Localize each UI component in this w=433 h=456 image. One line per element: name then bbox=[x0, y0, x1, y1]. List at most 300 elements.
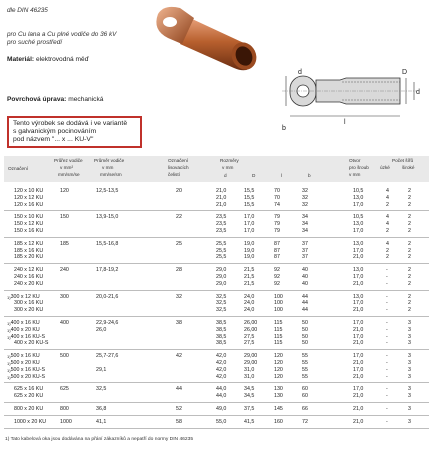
cell-wide: 2 bbox=[408, 201, 411, 208]
cell-narrow: 2 bbox=[386, 228, 389, 234]
cell-D: 27,5 bbox=[244, 340, 255, 347]
cell-d: 25,5 bbox=[216, 247, 227, 254]
cell-wide: 3 bbox=[408, 406, 411, 412]
header-rozmery-1: Rozměry bbox=[220, 158, 239, 163]
cell-section: 120 bbox=[60, 188, 69, 194]
designation-text: 300 x 12 KU bbox=[10, 293, 40, 300]
cell-wide: 2 bbox=[408, 240, 411, 247]
cell-l: 100 bbox=[274, 300, 283, 307]
header-otvor-2: pro šroub bbox=[349, 165, 369, 170]
cell-d: 21,0 bbox=[216, 201, 227, 208]
cell-wide: 3 bbox=[408, 333, 411, 340]
cell-b: 37 bbox=[302, 240, 308, 247]
designation-text: 120 x 16 KU bbox=[14, 201, 44, 208]
description-line-2: pro suché prostředí bbox=[7, 39, 63, 46]
cell-wide: 2 bbox=[408, 221, 411, 228]
cell-D: 37,5 bbox=[244, 406, 255, 412]
cell-narrow: 2 bbox=[386, 201, 389, 208]
footnote-marker: 1) bbox=[7, 354, 11, 360]
notice-line-1: Tento výrobek se dodává i ve variantě bbox=[13, 120, 128, 127]
cell-narrow: - bbox=[386, 366, 388, 373]
designation-text: 150 x 12 KU bbox=[14, 221, 44, 228]
cell-wide: 2 bbox=[408, 300, 411, 307]
cell-D: 29,00 bbox=[244, 360, 258, 366]
cell-b: 40 bbox=[302, 267, 308, 274]
cell-b: 72 bbox=[302, 418, 308, 425]
cell-b: 50 bbox=[302, 333, 308, 340]
d-dimension-label: d bbox=[298, 69, 302, 76]
cell-wide: 3 bbox=[408, 320, 411, 326]
material-value: elektrovodná měď bbox=[35, 56, 89, 63]
cell-diam: 36,8 bbox=[96, 406, 107, 412]
cell-l: 79 bbox=[274, 214, 280, 221]
cell-diam: 20,0-21,6 bbox=[96, 293, 119, 300]
cell-designation bbox=[14, 340, 48, 347]
cell-narrow: - bbox=[386, 274, 388, 280]
cell-l: 120 bbox=[274, 360, 283, 366]
cell-narrow: - bbox=[386, 280, 388, 287]
header-pocet-uzke: úzké bbox=[380, 165, 390, 170]
header-prumer-1: Průměr vodiče bbox=[94, 158, 125, 163]
cell-D: 17,0 bbox=[244, 221, 255, 228]
cell-b: 34 bbox=[302, 214, 308, 221]
cell-diam: 26,0 bbox=[96, 326, 107, 333]
dimension-drawing bbox=[282, 66, 427, 150]
cell-wide: 3 bbox=[408, 353, 411, 360]
cell-wide: 2 bbox=[408, 293, 411, 300]
footnote-marker: 1) bbox=[7, 361, 11, 366]
cell-l: 92 bbox=[274, 274, 280, 280]
cell-narrow: - bbox=[386, 307, 388, 314]
cell-l: 145 bbox=[274, 406, 283, 412]
cell-diam: 22,9-24,6 bbox=[96, 320, 119, 326]
cell-section: 240 bbox=[60, 267, 69, 274]
designation-text: 800 x 20 KU bbox=[14, 406, 44, 412]
header-rozmery-2: v mm bbox=[222, 165, 234, 170]
header-pocet-siroke: široké bbox=[402, 165, 415, 170]
cell-d: 29,0 bbox=[216, 267, 227, 274]
cell-hole: 21,0 bbox=[353, 307, 364, 314]
cell-die: 20 bbox=[176, 188, 182, 194]
cell-l: 70 bbox=[274, 188, 280, 194]
table-row bbox=[4, 202, 429, 209]
cell-wide: 3 bbox=[408, 360, 411, 366]
group-divider bbox=[4, 237, 429, 238]
designation-text: 625 x 20 KU bbox=[14, 393, 44, 400]
variant-notice-box bbox=[7, 116, 142, 148]
table-row bbox=[4, 374, 429, 381]
cell-D: 26,00 bbox=[244, 320, 258, 326]
cell-wide: 2 bbox=[408, 254, 411, 261]
cell-die: 28 bbox=[176, 267, 182, 274]
cell-section: 800 bbox=[60, 406, 69, 412]
cell-hole: 17,0 bbox=[353, 320, 364, 326]
designation-text: 400 x 16 KU-S bbox=[10, 333, 46, 340]
designation-text: 150 x 16 KU bbox=[14, 228, 44, 234]
cell-narrow: - bbox=[386, 406, 388, 412]
cell-d: 29,0 bbox=[216, 274, 227, 280]
cell-hole: 17,0 bbox=[353, 201, 364, 208]
cell-D: 15,5 bbox=[244, 188, 255, 194]
header-otvor-3: v mm bbox=[349, 172, 361, 177]
cell-wide: 2 bbox=[408, 228, 411, 234]
standard-label: dle DIN 46235 bbox=[7, 7, 48, 14]
cell-designation bbox=[14, 393, 43, 400]
cell-wide: 3 bbox=[408, 366, 411, 373]
table-row bbox=[4, 228, 429, 235]
cell-hole: 21,0 bbox=[353, 254, 364, 261]
cell-designation bbox=[14, 406, 43, 413]
cell-narrow: - bbox=[386, 267, 388, 274]
cell-section: 500 bbox=[60, 353, 69, 360]
cell-d: 25,5 bbox=[216, 240, 227, 247]
cell-section: 150 bbox=[60, 214, 69, 221]
footnote-marker: 1) bbox=[7, 334, 11, 340]
cell-D: 19,0 bbox=[244, 254, 255, 261]
cell-designation bbox=[14, 419, 46, 426]
cell-d: 23,5 bbox=[216, 214, 227, 221]
header-prurez-3: mm/sm/se bbox=[58, 172, 80, 177]
header-lisovaci-3: čelistí bbox=[168, 172, 180, 177]
cell-die: 22 bbox=[176, 214, 182, 221]
cell-die: 42 bbox=[176, 353, 182, 360]
cell-wide: 3 bbox=[408, 340, 411, 347]
cell-l: 100 bbox=[274, 293, 283, 300]
cell-die: 38 bbox=[176, 320, 182, 326]
cell-d: 29,0 bbox=[216, 280, 227, 287]
designation-text: 120 x 12 KU bbox=[14, 194, 44, 201]
cell-designation bbox=[14, 281, 43, 288]
cell-section: 400 bbox=[60, 320, 69, 326]
cell-d: 32,5 bbox=[216, 300, 227, 307]
group-divider bbox=[4, 263, 429, 264]
group-divider bbox=[4, 290, 429, 291]
designation-text: 240 x 12 KU bbox=[14, 267, 44, 274]
cell-D: 41,5 bbox=[244, 418, 255, 425]
surface-value: mechanická bbox=[68, 96, 104, 103]
cell-hole: 17,0 bbox=[353, 386, 364, 393]
cell-designation bbox=[14, 307, 43, 314]
cell-d: 42,0 bbox=[216, 373, 227, 380]
cell-b: 44 bbox=[302, 307, 308, 314]
table-header bbox=[4, 156, 429, 182]
cell-b: 44 bbox=[302, 293, 308, 300]
cell-l: 79 bbox=[274, 228, 280, 234]
cell-diam: 25,7-27,6 bbox=[96, 353, 119, 360]
cell-hole: 21,0 bbox=[353, 340, 364, 347]
l-dimension-label: l bbox=[344, 119, 346, 126]
designation-text: 1000 x 20 KU bbox=[14, 418, 47, 425]
cell-hole: 13,0 bbox=[353, 293, 364, 300]
cell-b: 55 bbox=[302, 373, 308, 380]
designation-text: 500 x 20 KU-S bbox=[10, 373, 46, 380]
cell-b: 44 bbox=[302, 300, 308, 307]
table-row bbox=[4, 281, 429, 288]
cell-die: 58 bbox=[176, 418, 182, 425]
cell-d: 42,0 bbox=[216, 360, 227, 366]
cell-l: 87 bbox=[274, 240, 280, 247]
cell-b: 34 bbox=[302, 228, 308, 234]
cell-d: 32,5 bbox=[216, 307, 227, 314]
designation-text: 185 x 12 KU bbox=[14, 240, 44, 247]
cell-hole: 21,0 bbox=[353, 393, 364, 400]
cell-b: 32 bbox=[302, 188, 308, 194]
notice-line-3: pod názvem "... x ... KU-V" bbox=[13, 136, 94, 143]
cell-narrow: 2 bbox=[386, 254, 389, 261]
cell-hole: 21,0 bbox=[353, 326, 364, 333]
header-lisovaci-2: lisovacích bbox=[168, 165, 189, 170]
cell-wide: 3 bbox=[408, 326, 411, 333]
surface-line bbox=[7, 96, 103, 103]
cell-wide: 3 bbox=[408, 418, 411, 425]
cell-d: 49,0 bbox=[216, 406, 227, 412]
table-row bbox=[4, 307, 429, 314]
cell-hole: 21,0 bbox=[353, 373, 364, 380]
cell-hole: 17,0 bbox=[353, 366, 364, 373]
cell-b: 32 bbox=[302, 201, 308, 208]
cell-hole: 17,0 bbox=[353, 228, 364, 234]
cell-narrow: 4 bbox=[386, 221, 389, 228]
cell-designation bbox=[14, 228, 43, 235]
group-divider bbox=[4, 428, 429, 429]
cell-wide: 2 bbox=[408, 194, 411, 201]
cell-hole: 13,0 bbox=[353, 221, 364, 228]
designation-text: 185 x 16 KU bbox=[14, 247, 44, 254]
cell-b: 60 bbox=[302, 386, 308, 393]
small-d-dimension-label: d bbox=[416, 89, 420, 96]
designation-text: 400 x 20 KU-S bbox=[14, 340, 49, 347]
header-d: d bbox=[224, 173, 227, 178]
cell-d: 38,5 bbox=[216, 326, 227, 333]
cell-b: 32 bbox=[302, 194, 308, 201]
cell-diam: 13,9-15,0 bbox=[96, 214, 119, 221]
cell-d: 23,5 bbox=[216, 221, 227, 228]
cell-die: 44 bbox=[176, 386, 182, 393]
cell-hole: 21,0 bbox=[353, 280, 364, 287]
cell-hole: 13,0 bbox=[353, 194, 364, 201]
cell-b: 55 bbox=[302, 353, 308, 360]
cell-l: 79 bbox=[274, 221, 280, 228]
cell-narrow: 4 bbox=[386, 240, 389, 247]
b-dimension-label: b bbox=[282, 125, 286, 132]
cell-diam: 41,1 bbox=[96, 418, 107, 425]
cell-narrow: - bbox=[386, 300, 388, 307]
cell-die: 25 bbox=[176, 240, 182, 247]
cell-d: 21,0 bbox=[216, 194, 227, 201]
cell-b: 50 bbox=[302, 340, 308, 347]
cell-b: 55 bbox=[302, 360, 308, 366]
cell-b: 66 bbox=[302, 406, 308, 412]
cell-narrow: - bbox=[386, 320, 388, 326]
description-line-1: pro Cu lana a Cu plné vodiče do 36 kV bbox=[7, 31, 117, 38]
cell-b: 50 bbox=[302, 326, 308, 333]
cell-b: 55 bbox=[302, 366, 308, 373]
header-prumer-2: v mm bbox=[102, 165, 114, 170]
cell-b: 40 bbox=[302, 280, 308, 287]
cell-l: 92 bbox=[274, 280, 280, 287]
cell-d: 32,5 bbox=[216, 293, 227, 300]
cell-narrow: - bbox=[386, 373, 388, 380]
material-label: Materiál: bbox=[7, 56, 35, 63]
cell-designation bbox=[14, 202, 43, 209]
designation-text: 400 x 16 KU bbox=[10, 320, 40, 326]
cell-D: 15,5 bbox=[244, 201, 255, 208]
cell-wide: 3 bbox=[408, 373, 411, 380]
cell-D: 15,5 bbox=[244, 194, 255, 201]
group-divider bbox=[4, 382, 429, 383]
cell-b: 37 bbox=[302, 247, 308, 254]
cell-l: 120 bbox=[274, 373, 283, 380]
cell-diam: 32,5 bbox=[96, 386, 107, 393]
cell-wide: 2 bbox=[408, 280, 411, 287]
cell-narrow: 4 bbox=[386, 188, 389, 194]
table-row bbox=[4, 340, 429, 347]
cell-b: 50 bbox=[302, 320, 308, 326]
cell-narrow: - bbox=[386, 293, 388, 300]
cell-wide: 2 bbox=[408, 307, 411, 314]
cell-narrow: - bbox=[386, 386, 388, 393]
cell-hole: 21,0 bbox=[353, 360, 364, 366]
header-prurez-1: Průřez vodiče bbox=[54, 158, 83, 163]
footnote: 1) Tato kabelová oka jsou dodávána na přání zákazníků a nepatří do normy DIN 46235 bbox=[5, 437, 194, 442]
cell-l: 120 bbox=[274, 353, 283, 360]
cell-hole: 17,0 bbox=[353, 247, 364, 254]
cell-wide: 2 bbox=[408, 247, 411, 254]
group-divider bbox=[4, 210, 429, 211]
cell-narrow: - bbox=[386, 393, 388, 400]
cell-hole: 17,0 bbox=[353, 300, 364, 307]
designation-text: 240 x 16 KU bbox=[14, 274, 44, 280]
group-divider bbox=[4, 316, 429, 317]
D-dimension-label: D bbox=[402, 69, 408, 76]
cell-l: 74 bbox=[274, 201, 280, 208]
designation-text: 400 x 20 KU bbox=[10, 326, 40, 333]
cell-section: 625 bbox=[60, 386, 69, 393]
group-divider bbox=[4, 402, 429, 403]
cell-hole: 21,0 bbox=[353, 406, 364, 412]
cell-d: 25,5 bbox=[216, 254, 227, 261]
footnote-marker: 1) bbox=[7, 374, 11, 380]
designation-text: 500 x 16 KU-S bbox=[10, 366, 46, 373]
cell-b: 37 bbox=[302, 254, 308, 261]
cell-die: 52 bbox=[176, 406, 182, 412]
header-pocet-1: Počet šířů bbox=[392, 158, 414, 163]
cell-D: 17,0 bbox=[244, 214, 255, 221]
cell-d: 44,0 bbox=[216, 393, 227, 400]
cell-l: 115 bbox=[274, 333, 283, 340]
table-row bbox=[4, 254, 429, 261]
cell-hole: 10,5 bbox=[353, 214, 364, 221]
designation-text: 300 x 16 KU bbox=[14, 300, 44, 307]
cell-D: 24,0 bbox=[244, 300, 255, 307]
designation-text: 500 x 16 KU bbox=[10, 353, 40, 360]
cell-l: 115 bbox=[274, 320, 283, 326]
notice-line-2: s galvanickým pocinováním bbox=[13, 128, 97, 135]
header-lisovaci-1: Označení bbox=[168, 158, 189, 163]
table-row bbox=[4, 419, 429, 426]
cell-diam: 17,8-19,2 bbox=[96, 267, 119, 274]
cell-diam: 29,1 bbox=[96, 366, 107, 373]
header-l: l bbox=[281, 173, 283, 178]
designation-text: 500 x 20 KU bbox=[10, 360, 40, 366]
cell-narrow: - bbox=[386, 326, 388, 333]
header-oznaceni: Označení bbox=[8, 166, 29, 171]
cell-D: 31,0 bbox=[244, 366, 255, 373]
designation-text: 185 x 20 KU bbox=[14, 254, 44, 261]
cell-d: 44,0 bbox=[216, 386, 227, 393]
header-D: D bbox=[252, 173, 256, 178]
cell-hole: 17,0 bbox=[353, 274, 364, 280]
cell-d: 42,0 bbox=[216, 366, 227, 373]
cell-hole: 17,0 bbox=[353, 333, 364, 340]
cell-D: 27,5 bbox=[244, 333, 255, 340]
cell-l: 130 bbox=[274, 393, 283, 400]
cell-wide: 3 bbox=[408, 386, 411, 393]
cell-hole: 13,0 bbox=[353, 267, 364, 274]
cell-hole: 13,0 bbox=[353, 240, 364, 247]
header-otvor-1: Otvor bbox=[349, 158, 361, 163]
cell-b: 34 bbox=[302, 221, 308, 228]
cell-narrow: - bbox=[386, 418, 388, 425]
header-prurez-2: v mm² bbox=[60, 165, 74, 170]
cell-hole: 21,0 bbox=[353, 418, 364, 425]
cell-d: 38,5 bbox=[216, 340, 227, 347]
designation-text: 625 x 16 KU bbox=[14, 386, 44, 393]
cell-l: 70 bbox=[274, 194, 280, 201]
cell-D: 21,5 bbox=[244, 267, 255, 274]
cell-D: 34,5 bbox=[244, 393, 255, 400]
material-line bbox=[7, 56, 89, 63]
cell-b: 60 bbox=[302, 393, 308, 400]
cell-wide: 2 bbox=[408, 188, 411, 194]
cell-narrow: - bbox=[386, 333, 388, 340]
cell-D: 31,0 bbox=[244, 373, 255, 380]
footnote-marker: 1) bbox=[7, 294, 11, 300]
cell-l: 115 bbox=[274, 326, 283, 333]
cell-diam: 15,5-16,8 bbox=[96, 240, 119, 247]
cable-lug-illustration bbox=[150, 4, 280, 84]
cell-l: 87 bbox=[274, 254, 280, 261]
cell-D: 21,5 bbox=[244, 280, 255, 287]
cell-D: 29,00 bbox=[244, 353, 258, 360]
cell-D: 19,0 bbox=[244, 247, 255, 254]
cell-designation bbox=[7, 374, 45, 381]
cell-section: 185 bbox=[60, 240, 69, 247]
cell-wide: 2 bbox=[408, 214, 411, 221]
cell-d: 38,5 bbox=[216, 333, 227, 340]
cell-section: 1000 bbox=[60, 418, 72, 425]
cell-d: 42,0 bbox=[216, 353, 227, 360]
group-divider bbox=[4, 415, 429, 416]
cell-designation bbox=[14, 254, 43, 261]
cell-d: 38,5 bbox=[216, 320, 227, 326]
cell-hole: 10,5 bbox=[353, 188, 364, 194]
cell-b: 40 bbox=[302, 274, 308, 280]
surface-label: Povrchová úprava: bbox=[7, 96, 67, 103]
footnote-marker: 1) bbox=[7, 327, 11, 333]
cell-narrow: - bbox=[386, 340, 388, 347]
designation-text: 150 x 10 KU bbox=[14, 214, 44, 221]
cell-d: 21,0 bbox=[216, 188, 227, 194]
cell-l: 92 bbox=[274, 267, 280, 274]
cell-l: 100 bbox=[274, 307, 283, 314]
cell-D: 26,00 bbox=[244, 326, 258, 333]
designation-text: 240 x 20 KU bbox=[14, 280, 44, 287]
cell-l: 87 bbox=[274, 247, 280, 254]
cell-l: 130 bbox=[274, 386, 283, 393]
cell-D: 24,0 bbox=[244, 293, 255, 300]
header-b: b bbox=[308, 173, 311, 178]
